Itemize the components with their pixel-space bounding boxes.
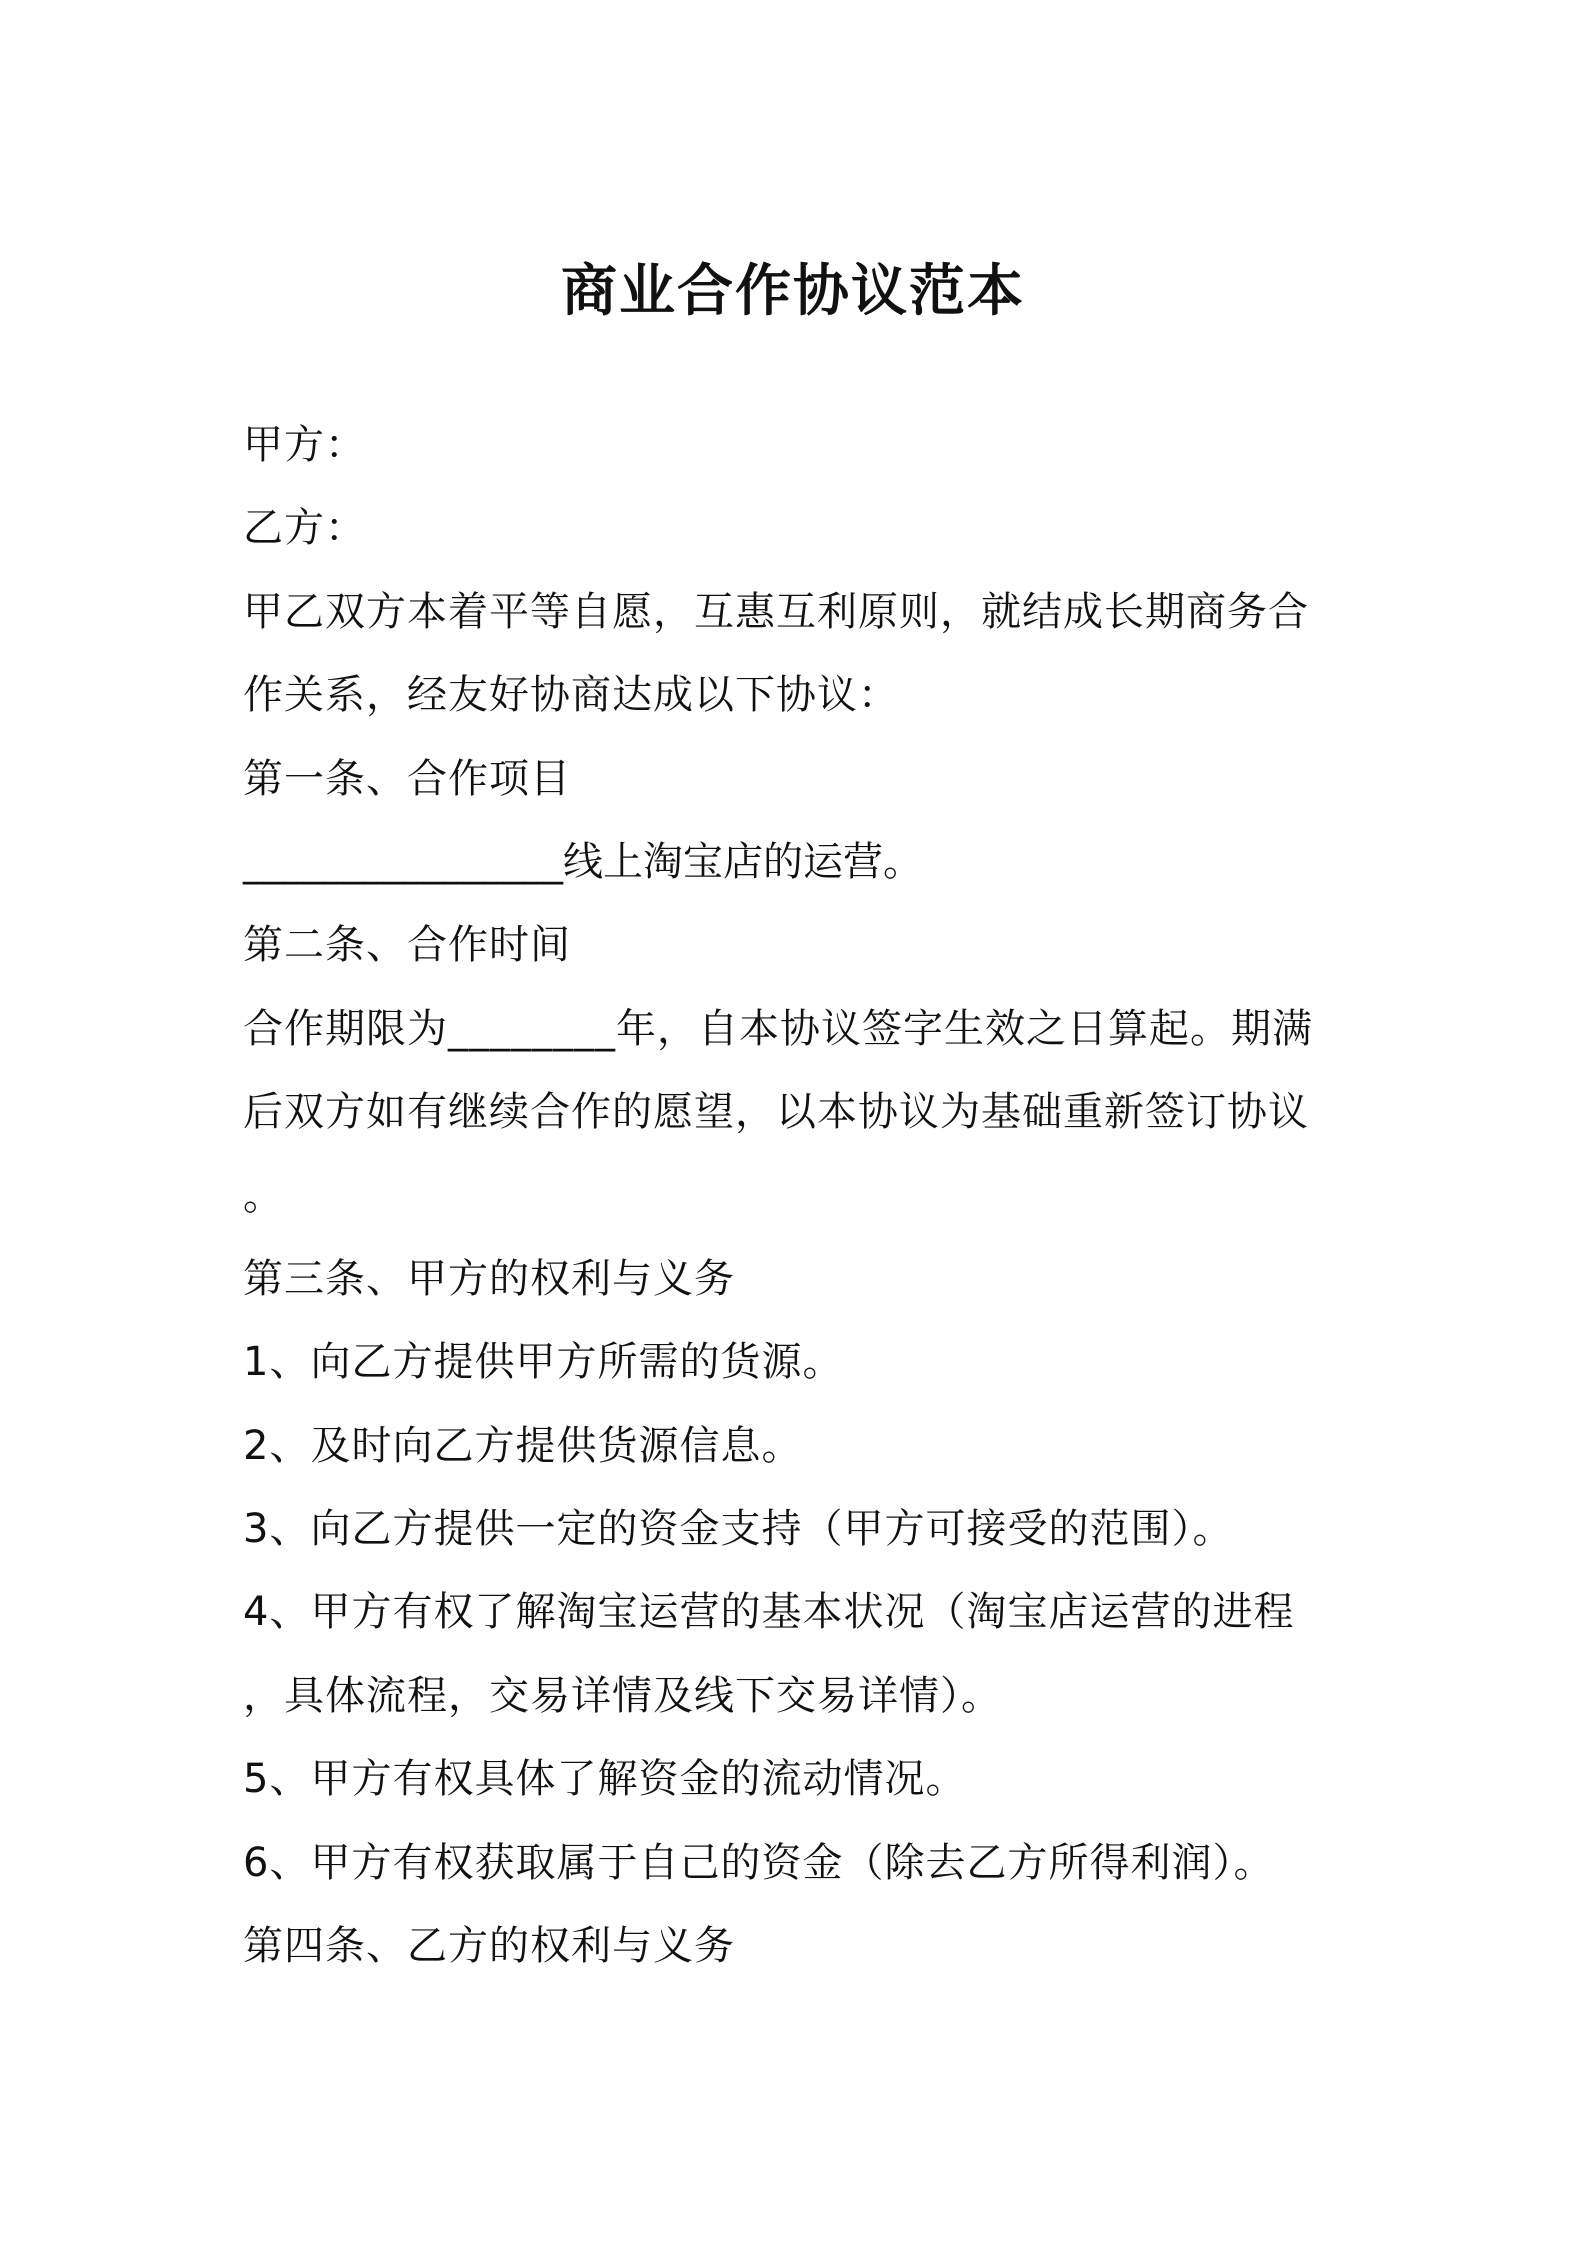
document-title: 商业合作协议范本 (561, 259, 1025, 324)
article-3-item-3: 3、向乙方提供一定的资金支持（甲方可接受的范围）。 (243, 1506, 1234, 1553)
party-a-line: 甲方： (243, 422, 366, 468)
article-3-item-5: 5、甲方有权具体了解资金的流动情况。 (243, 1756, 967, 1803)
preamble-line-2: 作关系，经友好协商达成以下协议： (243, 672, 899, 719)
article-3-item-2: 2、及时向乙方提供货源信息。 (243, 1422, 803, 1469)
preamble-line-1: 甲乙双方本着平等自愿，互惠互利原则，就结成长期商务合 (243, 588, 1309, 635)
article-3-item-6: 6、甲方有权获取属于自己的资金（除去乙方所得利润）。 (243, 1839, 1275, 1886)
article-2-heading: 第二条、合作时间 (243, 922, 571, 969)
article-3-item-4-line-2: ，具体流程，交易详情及线下交易详情）。 (243, 1672, 1002, 1719)
party-b-line: 乙方： (243, 505, 366, 552)
document-body (243, 404, 1353, 1988)
article-1-content: ________________线上淘宝店的运营。 (243, 838, 923, 885)
article-3-item-4-line-1: 4、甲方有权了解淘宝运营的基本状况（淘宝店运营的进程 (243, 1589, 1295, 1636)
article-2-content-line-3: 。 (243, 1172, 284, 1219)
article-3-heading: 第三条、甲方的权利与义务 (243, 1255, 735, 1302)
article-1-heading: 第一条、合作项目 (243, 755, 571, 802)
article-2-content-line-2: 后双方如有继续合作的愿望，以本协议为基础重新签订协议 (243, 1089, 1309, 1136)
article-4-heading: 第四条、乙方的权利与义务 (243, 1923, 735, 1970)
article-3-item-1: 1、向乙方提供甲方所需的货源。 (243, 1339, 844, 1386)
article-2-content-line-1: 合作期限为________年，自本协议签字生效之日算起。期满 (243, 1005, 1313, 1052)
